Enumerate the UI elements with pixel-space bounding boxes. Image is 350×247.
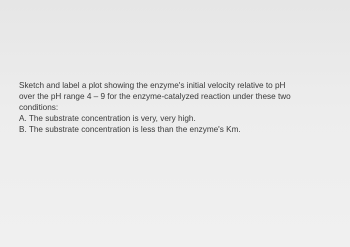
prompt-line-1: Sketch and label a plot showing the enzyme's initial velocity relative to pH (19, 81, 286, 90)
condition-b: B. The substrate concentration is less than the enzyme's Km. (19, 125, 241, 134)
condition-a: A. The substrate concentration is very, very high. (19, 114, 196, 123)
question-text-block (19, 80, 345, 135)
prompt-line-2: over the pH range 4 – 9 for the enzyme-catalyzed reaction under these two (19, 92, 291, 101)
question-prompt (19, 80, 345, 113)
prompt-line-3: conditions: (19, 103, 59, 112)
